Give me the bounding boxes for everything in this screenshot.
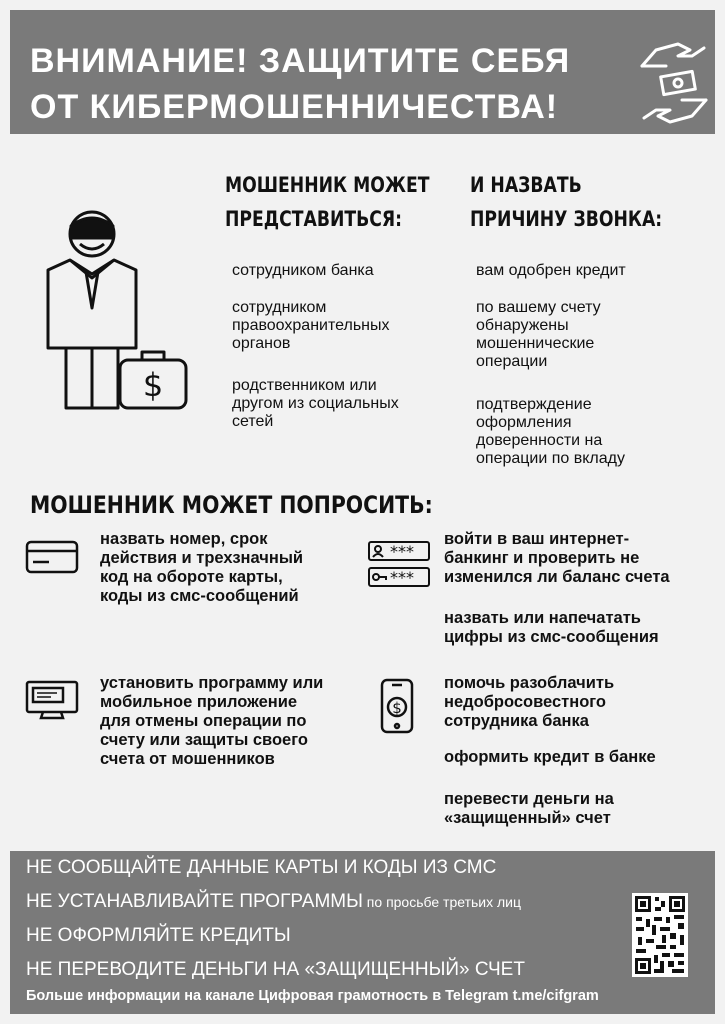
introduce-item-3-line: родственником или: [232, 377, 377, 394]
heading-introduce: [225, 168, 429, 236]
header-title-line1: ВНИМАНИЕ! ЗАЩИТИТЕ СЕБЯ: [30, 42, 571, 80]
footer-rule-2: [26, 891, 521, 913]
reason-item-2: [476, 299, 601, 371]
svg-text:$: $: [142, 366, 164, 404]
ask-take-credit-line: оформить кредит в банке: [444, 748, 656, 766]
ask-install-program-line: для отмены операции по: [100, 712, 307, 730]
ask-card-details-line: код на обороте карты,: [100, 568, 283, 586]
reason-item-3-line: оформления: [476, 414, 572, 431]
ask-internet-banking: [444, 530, 670, 587]
footer-telegram-info: Больше информации на канале Цифровая грамотность в Telegram t.me/cifgram: [26, 988, 599, 1004]
introduce-item-1: [232, 262, 374, 280]
footer-rule-1: [26, 857, 496, 879]
fraudster-illustration: [40, 208, 190, 416]
svg-text:$: $: [392, 699, 402, 717]
introduce-item-3-line: сетей: [232, 413, 274, 430]
introduce-item-2-line: органов: [232, 335, 291, 352]
qr-code-icon: [632, 893, 688, 977]
ask-take-credit: [444, 748, 656, 767]
ask-card-details: [100, 530, 303, 606]
ask-expose-employee-line: сотрудника банка: [444, 712, 589, 730]
ask-expose-employee: [444, 674, 614, 731]
ask-card-details-line: коды из смс-сообщений: [100, 587, 299, 605]
footer-rule-2-note: по просьбе третьих лиц: [362, 894, 521, 910]
login-stars: ***: [390, 542, 414, 561]
smartphone-dollar-icon: [380, 678, 414, 734]
ask-transfer-money: [444, 790, 614, 828]
footer-rule-2-text: НЕ УСТАНАВЛИВАЙТЕ ПРОГРАММЫ: [26, 891, 363, 912]
reason-item-3-line: операции по вкладу: [476, 450, 625, 467]
ask-install-program: [100, 674, 323, 769]
reason-item-3-line: подтверждение: [476, 396, 592, 413]
reason-item-3-line: доверенности на: [476, 432, 603, 449]
computer-monitor-icon: [25, 680, 79, 720]
footer-rule-4: [26, 959, 525, 981]
heading-introduce-line2: ПРЕДСТАВИТЬСЯ:: [225, 207, 403, 231]
reason-item-3: [476, 396, 625, 468]
ask-internet-banking-line: изменился ли баланс счета: [444, 568, 670, 586]
footer-rule-1-text: НЕ СООБЩАЙТЕ ДАННЫЕ КАРТЫ И КОДЫ ИЗ СМС: [26, 857, 497, 878]
ask-internet-banking-line: войти в ваш интернет-: [444, 530, 630, 548]
introduce-item-3-line: другом из социальных: [232, 395, 399, 412]
introduce-item-3: [232, 377, 399, 431]
reason-item-1: [476, 262, 626, 280]
introduce-item-2-line: сотрудником: [232, 299, 327, 316]
introduce-item-1-line: сотрудником банка: [232, 262, 374, 279]
ask-install-program-line: счету или защиты своего: [100, 731, 308, 749]
footer-rule-4-text: НЕ ПЕРЕВОДИТЕ ДЕНЬГИ НА «ЗАЩИЩЕННЫЙ» СЧЕТ: [26, 959, 525, 980]
footer-rule-3-text: НЕ ОФОРМЛЯЙТЕ КРЕДИТЫ: [26, 925, 291, 946]
ask-expose-employee-line: помочь разоблачить: [444, 674, 615, 692]
reason-item-2-line: по вашему счету: [476, 299, 601, 316]
header-title-line2: ОТ КИБЕРМОШЕННИЧЕСТВА!: [30, 88, 559, 126]
heading-introduce-line1: МОШЕННИК МОЖЕТ: [225, 173, 430, 197]
bank-card-icon: [25, 540, 79, 574]
footer-rule-3: [26, 925, 291, 947]
ask-card-details-line: действия и трехзначный: [100, 549, 304, 567]
ask-card-details-line: назвать номер, срок: [100, 530, 268, 548]
footer-banner: [10, 851, 715, 1014]
ask-transfer-money-line: перевести деньги на: [444, 790, 614, 808]
ask-sms-digits: [444, 609, 659, 647]
reason-item-1-line: вам одобрен кредит: [476, 262, 626, 279]
reason-item-2-line: операции: [476, 353, 548, 370]
ask-sms-digits-line: назвать или напечатать: [444, 609, 641, 627]
ask-install-program-line: счета от мошенников: [100, 750, 275, 768]
ask-internet-banking-line: банкинг и проверить не: [444, 549, 640, 567]
ask-expose-employee-line: недобросовестного: [444, 693, 607, 711]
qr-code[interactable]: [632, 893, 688, 977]
ask-sms-digits-line: цифры из смс-сообщения: [444, 628, 659, 646]
hands-money-icon: [638, 38, 710, 130]
ask-transfer-money-line: «защищенный» счет: [444, 809, 611, 827]
header-banner: [10, 10, 715, 134]
heading-reason-line2: ПРИЧИНУ ЗВОНКА:: [470, 207, 663, 231]
password-stars: ***: [390, 568, 414, 587]
introduce-item-2: [232, 299, 390, 353]
reason-item-2-line: мошеннические: [476, 335, 595, 352]
login-password-icon: [368, 541, 430, 587]
ask-install-program-line: установить программу или: [100, 674, 324, 692]
heading-reason-line1: И НАЗВАТЬ: [470, 173, 582, 197]
heading-ask: МОШЕННИК МОЖЕТ ПОПРОСИТЬ:: [30, 491, 433, 519]
reason-item-2-line: обнаружены: [476, 317, 569, 334]
heading-reason: [470, 168, 662, 236]
ask-install-program-line: мобильное приложение: [100, 693, 298, 711]
introduce-item-2-line: правоохранительных: [232, 317, 390, 334]
